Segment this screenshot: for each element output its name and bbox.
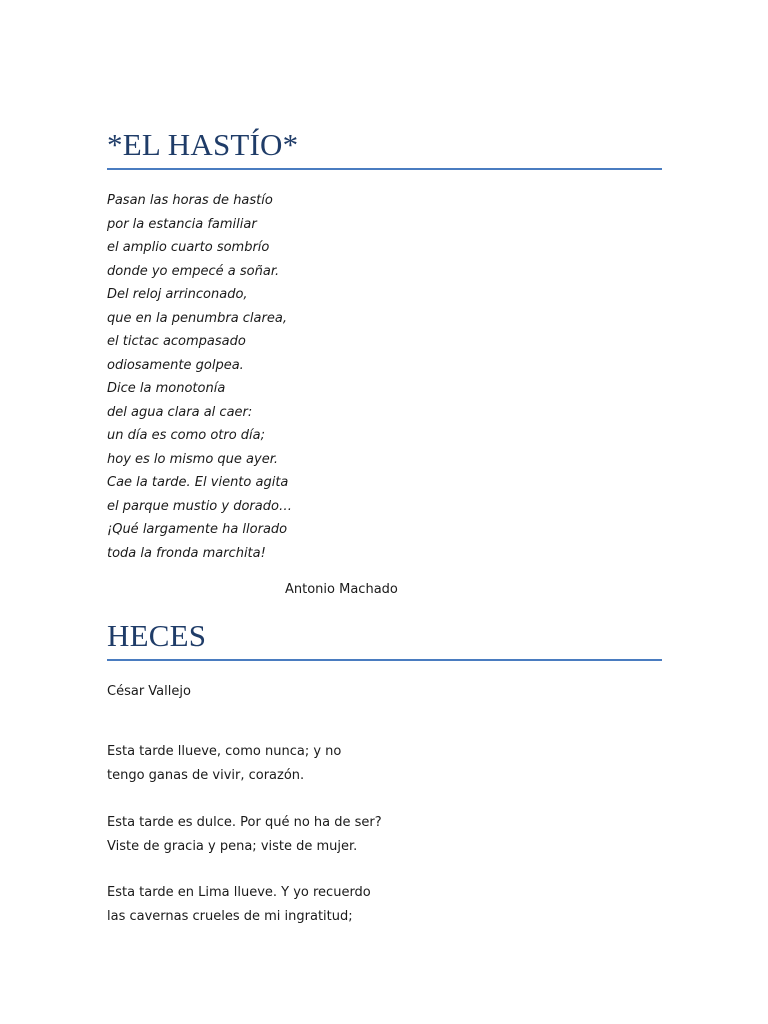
poem-author-cesar-vallejo: César Vallejo <box>107 684 191 699</box>
poem-line: tengo ganas de vivir, corazón. <box>107 767 305 783</box>
poem-line: Del reloj arrinconado, <box>107 287 248 302</box>
poem-line: que en la penumbra clarea, <box>107 310 287 326</box>
poem-line: el tictac acompasado <box>107 334 246 349</box>
poem-line: Viste de gracia y pena; viste de mujer. <box>107 838 358 854</box>
poem-line: Dice la monotonía <box>107 381 226 396</box>
poem-line: del agua clara al caer: <box>107 404 253 420</box>
poem-line: Esta tarde es dulce. Por qué no ha de ser? <box>107 815 382 830</box>
poem-line: el amplio cuarto sombrío <box>107 240 270 255</box>
poem-line: donde yo empecé a soñar. <box>107 263 280 279</box>
poem-body-el-hastio <box>107 189 292 565</box>
poem-author-antonio-machado: Antonio Machado <box>285 582 398 597</box>
title-underline-rule <box>107 168 662 170</box>
poem-line: un día es como otro día; <box>107 428 266 443</box>
poem-line: Esta tarde llueve, como nunca; y no <box>107 744 342 759</box>
poem-stanza <box>107 740 341 787</box>
poem-line: Cae la tarde. El viento agita <box>107 475 289 490</box>
poem-line: las cavernas crueles de mi ingratitud; <box>107 908 353 924</box>
poem-title-heces: HECES <box>107 618 207 653</box>
poem-stanza <box>107 881 371 928</box>
poem-line: hoy es lo mismo que ayer. <box>107 451 278 467</box>
poem-line: ¡Qué largamente ha llorado <box>107 522 288 537</box>
poem-line: Esta tarde en Lima llueve. Y yo recuerdo <box>107 885 371 900</box>
poem-line: Pasan las horas de hastío <box>107 193 273 208</box>
poem-title-el-hastio: *EL HASTÍO* <box>107 127 299 162</box>
title-underline-rule <box>107 659 662 661</box>
poem-line: toda la fronda marchita! <box>107 545 266 561</box>
poem-line: el parque mustio y dorado… <box>107 498 292 514</box>
poem-line: por la estancia familiar <box>107 216 257 232</box>
poem-stanza <box>107 811 382 858</box>
poem-line: odiosamente golpea. <box>107 357 244 373</box>
